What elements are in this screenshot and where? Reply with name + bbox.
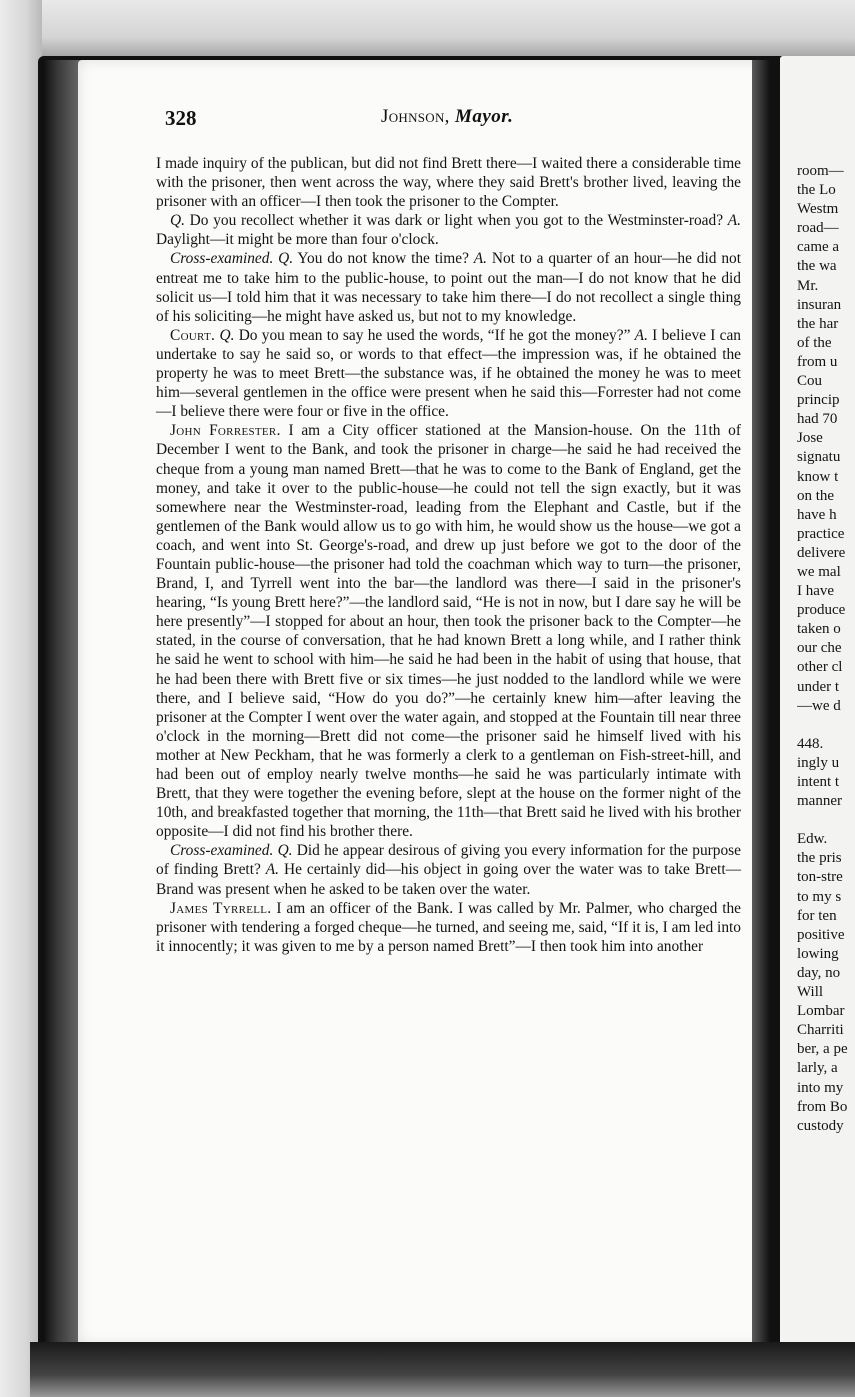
text-run: I am an officer of the Bank. I was called by Mr. Palmer, who charged the prisoner with tendering a forged cheque—he turned, and seeing me, said, “If it is, I am led into it innocently; it was given to me by a person named Brett”—I then took him into another (156, 899, 741, 955)
scan-bottom-edge (30, 1342, 855, 1397)
facing-page-line: our che (797, 640, 842, 657)
facing-page-line: the pris (797, 850, 842, 867)
facing-page-line: ton-stre (797, 869, 843, 886)
text-run: Not to a quarter of an hour—he did not entreat me to take him to the public-house, to point out the man—I do not know that he did solicit us—I told him that it was necessary to take him there—I do not recollect a single thing of his soliciting—he might have asked us, but not to my knowledge. (156, 250, 741, 325)
facing-page-line: practice (797, 525, 845, 542)
running-header (163, 106, 583, 132)
facing-page-line: produce (797, 602, 846, 619)
facing-page-line: came a (797, 239, 840, 256)
facing-page-line: princip (797, 392, 840, 409)
facing-page-line: insuran (797, 296, 842, 313)
text-run: Q. (277, 842, 293, 860)
text-run: James Tyrrell. (170, 899, 272, 917)
facing-page-line: I have (797, 583, 835, 600)
text-run: Q. (219, 326, 235, 344)
spine-shadow (42, 60, 82, 1360)
facing-page-line: room— (797, 163, 844, 179)
running-title-name: Johnson, (381, 106, 450, 127)
facing-page-line: —we d (797, 697, 841, 714)
text-run: You do not know the time? (293, 250, 474, 268)
facing-page-line: road— (797, 220, 839, 237)
facing-page-line: the Lo (797, 182, 836, 199)
paragraph-p2 (156, 211, 741, 249)
page-body-text (156, 154, 741, 1274)
text-run: I believe I can undertake to say he said so, or words to that effect—the impression was, if he obtained the property he was to meet Brett—the substance was, if he obtained the money he was to meet him—several gentlemen in the office were present when he said this—Forrester had not come—I believe there were four or five in the office. (156, 326, 742, 421)
text-run: Did he appear desirous of giving you every information for the purpose of finding Brett? (156, 842, 741, 879)
facing-page-line: ingly u (797, 754, 840, 771)
facing-page-line: from u (797, 353, 838, 370)
facing-page-line: Lombar (797, 1003, 845, 1020)
facing-page-line: Westm (797, 201, 839, 218)
text-run: Q. (170, 212, 185, 230)
facing-page-line: to my s (797, 888, 842, 905)
facing-page-line: had 70 (797, 411, 838, 428)
facing-page-line: the wa (797, 258, 837, 275)
text-run: Cross-examined. (170, 250, 274, 268)
facing-page-line: of the (797, 334, 832, 351)
facing-page-line: ber, a pe (797, 1041, 848, 1058)
text-run: I am a City officer stationed at the Mansion-house. On the 11th of December I went to the Bank, and took the prisoner in charge—he said he had received the cheque from a young man named Brett—that he was to come to the Bank of England, get the money, and take it over to the public-house—he could not tell the sign exactly, but it was somewhere near the Westminster-road, leading from the Elephant and Castle, but if the gentlemen of the Bank would allow us to go with him, he would show us the house—we got a coach, and went into St. George's-road, and drew up just before we got to the door of the Fountain public-house—the prisoner had told the coachman which way to turn—the prisoner, Brand, I, and Tyrrell went into the bar—the landlord was there—I said in the prisoner's hearing, “Is young Brett here?”—the landlord said, “He is not in now, but I dare say he will be here presently”—I stopped for about an hour, then took the prisoner back to the Compter—he stated, in the course of conversation, that he had known Brett a long while, and I rather think he said he went to school with him—he said he had been in the habit of using that house, that he had been there with Brett five or six times—he just nodded to the landlord while we were there, and I believe said, “How do you do?”—he certainly knew him—after leaving the prisoner at the Compter I went over the water again, and stopped at the Fountain till near three o'clock in the morning—Brett did not come—the prisoner said he himself lived with his mother at New Peckham, that he was formerly a clerk to a gentleman on Fish-street-hill, and had been out of employ nearly twelve months—he said he was particularly intimate with Brett, that they were together the evening before, slept at the house on the former night of the 10th, and breakfasted together that morning, the 11th—that Brett said he lived with his brother opposite—I did not find his brother there. (156, 422, 741, 841)
paragraph-p7 (156, 899, 741, 956)
paragraph-p3 (156, 249, 741, 325)
facing-page-line: lowing (797, 945, 839, 962)
facing-page-line: taken o (797, 621, 841, 638)
scan-background-top (0, 0, 855, 62)
facing-page-line: the har (797, 315, 839, 332)
facing-page-line (797, 811, 855, 830)
facing-page-line: positive (797, 926, 845, 943)
text-run: Do you mean to say he used the words, “If he got the money?” (234, 326, 635, 344)
paragraph-p6 (156, 841, 741, 898)
text-run: Q. (278, 250, 294, 268)
facing-page-line: under t (797, 678, 840, 695)
text-run: A. (473, 250, 488, 268)
text-run: Do you recollect whether it was dark or light when you got to the Westminster-road? (184, 212, 728, 230)
text-run: Daylight—it might be more than four o'clock. (156, 231, 439, 249)
page-number: 328 (165, 106, 197, 130)
paragraph-p1 (156, 154, 741, 211)
facing-page-line: have h (797, 506, 837, 523)
facing-page-line: other cl (797, 659, 843, 676)
text-run: A. (634, 326, 648, 344)
running-title (381, 106, 513, 128)
text-run: A. (265, 861, 280, 879)
facing-page-line: know t (797, 468, 839, 485)
facing-page-line: Edw. (797, 831, 828, 848)
facing-page-line: intent t (797, 774, 840, 790)
paragraph-p5 (156, 421, 741, 841)
facing-page-line: Charriti (797, 1022, 844, 1039)
facing-page-line: for ten (797, 907, 837, 924)
running-title-office: Mayor. (454, 106, 514, 127)
facing-page-line: on the (797, 487, 835, 504)
facing-page-line: custody (797, 1117, 844, 1134)
facing-page-line: Jose (797, 430, 823, 447)
text-run: Cross-examined. (170, 842, 274, 860)
facing-page-line: Will (797, 984, 824, 1001)
paragraph-p4 (156, 326, 741, 421)
facing-page-line: Mr. (797, 277, 819, 294)
facing-page-line: delivere (797, 544, 846, 561)
facing-page-line: manner (797, 793, 842, 810)
text-run: Court. (170, 326, 216, 344)
text-run: A. (727, 212, 741, 230)
facing-page-text (797, 162, 855, 1302)
text-run: I made inquiry of the publican, but did not find Brett there—I waited there a considerable time with the prisoner, then went across the way, where they said Brett's brother lived, leaving the prisoner with an officer—I then took the prisoner to the Compter. (156, 155, 741, 211)
text-run: He certainly did—his object in going over the water was to take Brett—Brand was present when he asked to be taken over the water. (156, 861, 741, 898)
facing-page-line: 448. (797, 735, 824, 752)
facing-page-line: larly, a (797, 1060, 838, 1077)
text-run: John Forrester. (170, 422, 281, 440)
scan-background-left (0, 0, 42, 1397)
facing-page-line: signatu (797, 449, 841, 466)
facing-page-line: Cou (797, 373, 823, 390)
facing-page-line: from Bo (797, 1098, 848, 1115)
facing-page-line: we mal (797, 563, 841, 580)
facing-page-line: into my (797, 1079, 844, 1096)
facing-page-line (797, 716, 855, 735)
facing-page-line: day, no (797, 964, 841, 981)
